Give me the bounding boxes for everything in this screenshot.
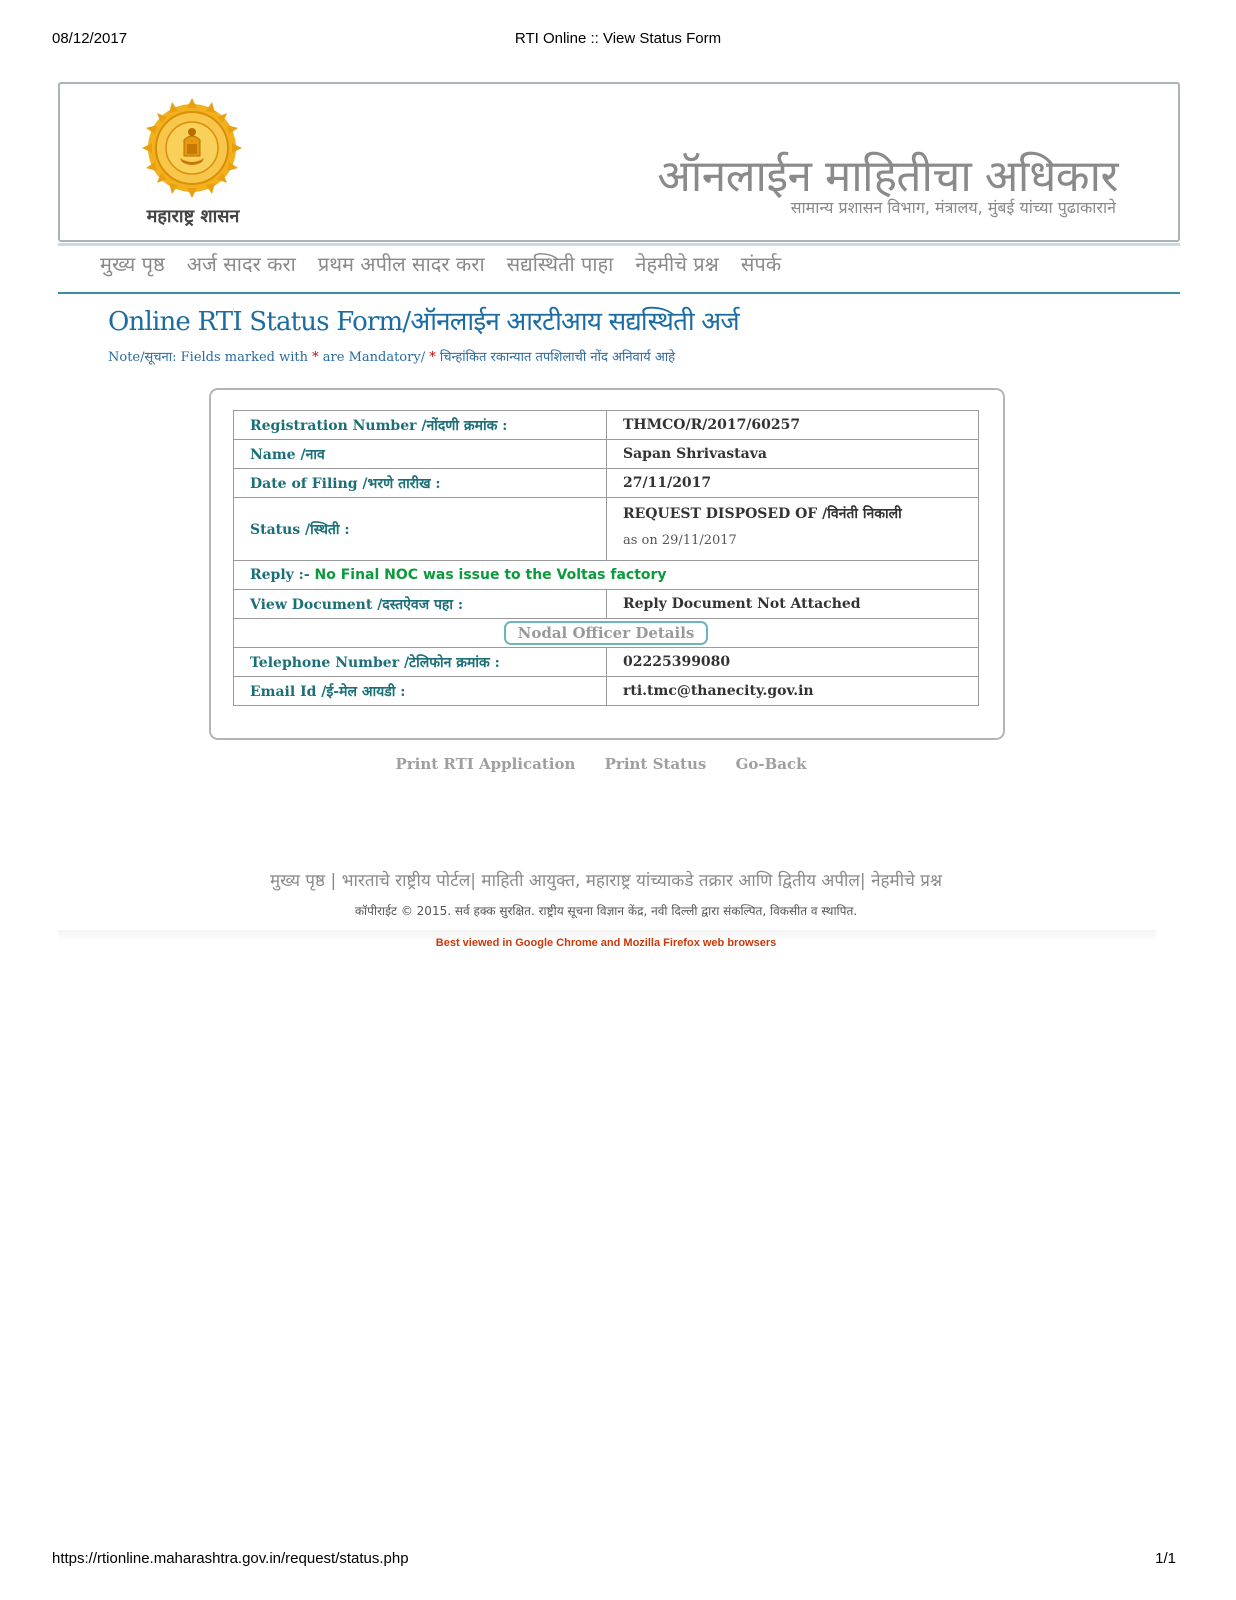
table-row	[234, 619, 979, 648]
nav-item-faq[interactable]: नेहमीचे प्रश्न	[635, 252, 719, 276]
filing-date-label: Date of Filing /भरणे तारीख :	[234, 469, 607, 498]
nav-item-contact[interactable]: संपर्क	[740, 252, 782, 276]
print-page-number: 1/1	[1155, 1550, 1176, 1567]
nav-divider	[58, 292, 1180, 294]
print-date: 08/12/2017	[52, 30, 128, 47]
mandatory-star: *	[429, 350, 436, 365]
status-value: REQUEST DISPOSED OF /विनंती निकाली	[623, 506, 902, 522]
status-cell	[607, 498, 979, 561]
print-url: https://rtionline.maharashtra.gov.in/request/status.php	[52, 1550, 409, 1567]
action-links	[0, 755, 1202, 773]
table-row	[234, 677, 979, 706]
footer-links[interactable]: मुख्य पृष्ठ | भारताचे राष्ट्रीय पोर्टल| माहिती आयुक्त, महाराष्ट्र यांच्याकडे तक्रार आणि द्वितीय अपील| नेहमीचे प्रश्न	[270, 871, 942, 891]
print-title: RTI Online :: View Status Form	[514, 30, 722, 47]
nav-item-home[interactable]: मुख्य पृष्ठ	[100, 252, 165, 276]
note-middle: are Mandatory/	[322, 350, 426, 365]
government-name: महाराष्ट्र शासन	[146, 206, 240, 227]
site-subtitle: सामान्य प्रशासन विभाग, मंत्रालय, मुंबई यांच्या पुढाकाराने	[790, 198, 1116, 217]
table-row	[234, 648, 979, 677]
document-label: View Document /दस्तऐवज पहा :	[234, 590, 607, 619]
print-status-button[interactable]: Print Status	[604, 755, 707, 773]
nav-item-view-status[interactable]: सद्यस्थिती पाहा	[506, 252, 614, 276]
mandatory-note	[108, 347, 675, 365]
nav-item-submit-appeal[interactable]: प्रथम अपील सादर करा	[317, 252, 485, 276]
site-title: ऑनलाईन माहितीचा अधिकार	[657, 151, 1118, 202]
note-prefix: Note/सूचना: Fields marked with	[108, 350, 308, 365]
email-label: Email Id /ई-मेल आयडी :	[234, 677, 607, 706]
document-value: Reply Document Not Attached	[607, 590, 979, 619]
mandatory-star: *	[312, 350, 319, 365]
status-label: Status /स्थिती :	[234, 498, 607, 561]
registration-label: Registration Number /नोंदणी क्रमांक :	[234, 411, 607, 440]
reply-cell	[234, 561, 979, 590]
nav-item-submit-request[interactable]: अर्ज सादर करा	[186, 252, 296, 276]
copyright-text: कॉपीराईट © 2015. सर्व हक्क सुरक्षित. राष्ट्रीय सूचना विज्ञान केंद्र, नवी दिल्ली द्वारा संकल्पित, विकसीत व स्थापित.	[354, 904, 858, 918]
name-label: Name /नाव	[234, 440, 607, 469]
table-row	[234, 590, 979, 619]
table-row	[234, 469, 979, 498]
name-value: Sapan Shrivastava	[607, 440, 979, 469]
reply-label: Reply :-	[250, 567, 310, 583]
registration-value: THMCO/R/2017/60257	[607, 411, 979, 440]
site-banner	[58, 82, 1180, 242]
table-row	[234, 561, 979, 590]
browser-recommendation: Best viewed in Google Chrome and Mozilla Firefox web browsers	[435, 937, 777, 949]
table-row	[234, 411, 979, 440]
table-row	[234, 498, 979, 561]
nodal-officer-heading: Nodal Officer Details	[504, 621, 709, 645]
table-row	[234, 440, 979, 469]
print-application-button[interactable]: Print RTI Application	[395, 755, 576, 773]
nodal-heading-cell	[234, 619, 979, 648]
note-suffix: चिन्हांकित रकान्यात तपशिलाची नोंद अनिवार्य आहे	[439, 350, 676, 365]
maharashtra-state-seal-icon	[140, 96, 244, 200]
reply-value: No Final NOC was issue to the Voltas factory	[314, 567, 667, 583]
status-as-on-date: as on 29/11/2017	[623, 533, 737, 548]
status-table	[233, 410, 979, 706]
email-value: rti.tmc@thanecity.gov.in	[607, 677, 979, 706]
telephone-label: Telephone Number /टेलिफोन क्रमांक :	[234, 648, 607, 677]
main-nav	[100, 250, 781, 290]
filing-date-value: 27/11/2017	[607, 469, 979, 498]
page-title: Online RTI Status Form/ऑनलाईन आरटीआय सद्यस्थिती अर्ज	[108, 307, 739, 337]
telephone-value: 02225399080	[607, 648, 979, 677]
go-back-button[interactable]: Go-Back	[735, 755, 807, 773]
